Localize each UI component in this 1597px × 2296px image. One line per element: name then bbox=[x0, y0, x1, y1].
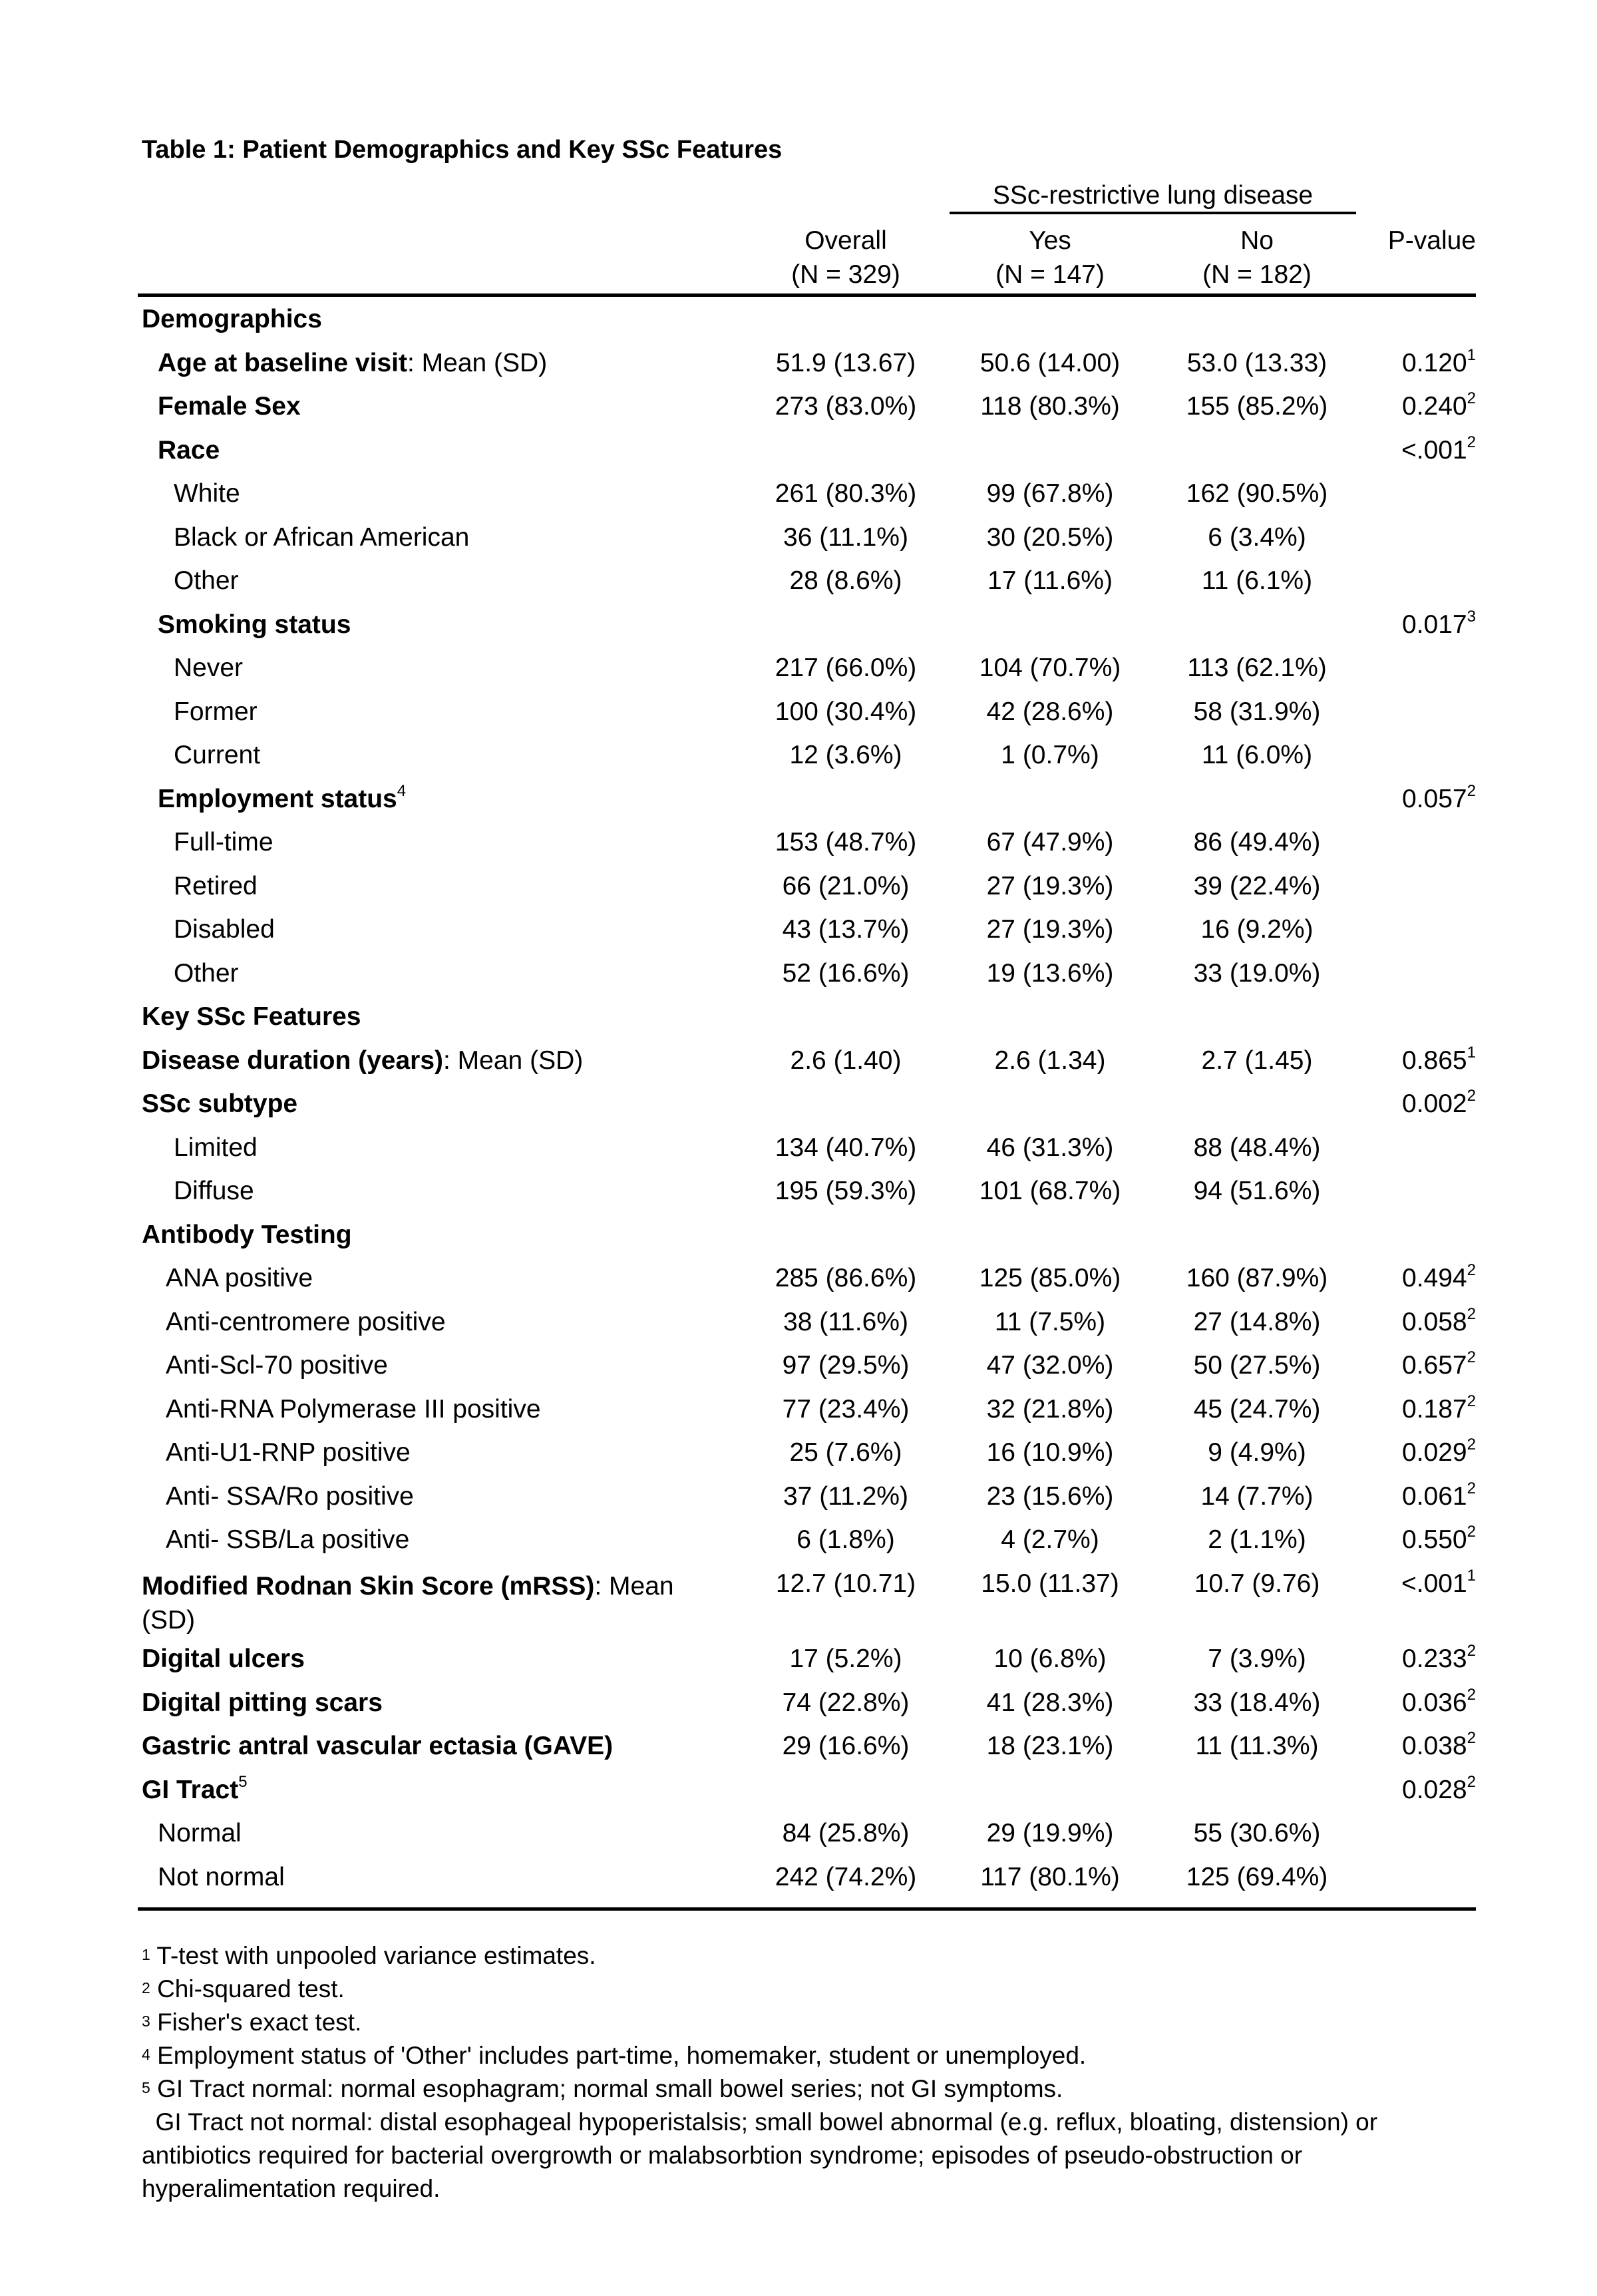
pvalue-text: 0.002 bbox=[1402, 1089, 1467, 1118]
row-label bbox=[142, 1688, 383, 1718]
row-label bbox=[174, 828, 273, 857]
row-label bbox=[158, 1819, 242, 1848]
table-row bbox=[0, 1392, 1597, 1438]
test-footnote-ref: 2 bbox=[1467, 1686, 1476, 1704]
row-label-bold: Modified Rodnan Skin Score (mRSS) bbox=[142, 1572, 595, 1601]
group-header: SSc-restrictive lung disease bbox=[992, 181, 1314, 210]
cell-no: 33 (18.4%) bbox=[1193, 1688, 1321, 1717]
table-row bbox=[0, 523, 1597, 566]
cell-yes: 29 (19.9%) bbox=[986, 1819, 1114, 1847]
cell-yes: 30 (20.5%) bbox=[986, 523, 1114, 552]
cell-overall: 38 (11.6%) bbox=[783, 1308, 908, 1336]
cell-overall: 52 (16.6%) bbox=[782, 959, 910, 988]
pvalue-text: 0.057 bbox=[1402, 785, 1467, 813]
row-label-bold: Age at baseline visit bbox=[158, 349, 407, 377]
cell-no: 9 (4.9%) bbox=[1208, 1438, 1306, 1467]
row-label-bold: Smoking status bbox=[158, 610, 351, 639]
cell-yes: 19 (13.6%) bbox=[986, 959, 1114, 988]
row-label-text: White bbox=[174, 479, 240, 508]
footnote-text: T-test with unpooled variance estimates. bbox=[150, 1942, 596, 1969]
table-row bbox=[0, 1729, 1597, 1775]
cell-no: 10.7 (9.76) bbox=[1194, 1569, 1320, 1598]
cell-yes: 46 (31.3%) bbox=[986, 1133, 1114, 1162]
footnote-number: 1 bbox=[142, 1946, 150, 1963]
row-label-bold: Race bbox=[158, 436, 220, 465]
row-label bbox=[166, 1395, 541, 1424]
row-label bbox=[166, 1351, 388, 1380]
row-label-text: Limited bbox=[174, 1133, 258, 1162]
test-footnote-ref: 2 bbox=[1467, 1729, 1476, 1747]
row-label-text: Anti-U1-RNP positive bbox=[166, 1438, 411, 1467]
row-label-text: Anti- SSA/Ro positive bbox=[166, 1482, 414, 1511]
row-label-text: ANA positive bbox=[166, 1264, 313, 1292]
test-footnote-ref: 2 bbox=[1467, 433, 1476, 451]
table-row bbox=[0, 389, 1597, 435]
table-row bbox=[0, 741, 1597, 784]
test-footnote-ref: 2 bbox=[1467, 389, 1476, 407]
row-label bbox=[158, 782, 407, 814]
cell-pvalue bbox=[1402, 1348, 1476, 1380]
row-label bbox=[142, 305, 322, 334]
cell-overall: 25 (7.6%) bbox=[789, 1438, 902, 1467]
pvalue-text: 0.494 bbox=[1402, 1264, 1467, 1292]
cell-no: 113 (62.1%) bbox=[1187, 654, 1327, 682]
footnote-text: GI Tract not normal: distal esophageal hypoperistalsis; small bowel abnormal (e.g. reflux, bloating, distension) or antibiotics required for bacterial overgrowth or malabsorbtion syndrome; episodes of pseudo-obstruction or hyperalimentation required. bbox=[142, 2108, 1378, 2202]
table-row bbox=[0, 1348, 1597, 1394]
table-row bbox=[0, 1525, 1597, 1569]
footnote bbox=[142, 2006, 1479, 2039]
table-row bbox=[0, 1177, 1597, 1220]
footnote-text: Fisher's exact test. bbox=[150, 2009, 362, 2036]
pvalue-text: 0.017 bbox=[1402, 610, 1467, 639]
test-footnote-ref: 2 bbox=[1467, 1642, 1476, 1660]
pvalue-text: 0.061 bbox=[1402, 1482, 1467, 1511]
table-row bbox=[0, 305, 1597, 348]
pvalue-text: 0.038 bbox=[1402, 1732, 1467, 1760]
test-footnote-ref: 2 bbox=[1467, 1392, 1476, 1410]
row-label bbox=[158, 610, 351, 640]
row-label-bold: Key SSc Features bbox=[142, 1002, 361, 1031]
table-row bbox=[0, 1305, 1597, 1351]
cell-yes: 15.0 (11.37) bbox=[981, 1569, 1119, 1598]
cell-yes: 117 (80.1%) bbox=[980, 1863, 1120, 1891]
row-label bbox=[174, 1133, 258, 1163]
cell-pvalue bbox=[1402, 610, 1476, 640]
row-label bbox=[142, 1046, 583, 1075]
row-label-text: Anti-centromere positive bbox=[166, 1308, 446, 1336]
row-label bbox=[166, 1482, 414, 1511]
cell-no: 50 (27.5%) bbox=[1193, 1351, 1321, 1380]
cell-no: 45 (24.7%) bbox=[1193, 1395, 1321, 1424]
column-n: (N = 329) bbox=[791, 260, 900, 289]
cell-yes: 17 (11.6%) bbox=[987, 566, 1113, 595]
cell-no: 2.7 (1.45) bbox=[1201, 1046, 1313, 1075]
cell-no: 33 (19.0%) bbox=[1193, 959, 1321, 988]
pvalue-text: 0.550 bbox=[1402, 1525, 1467, 1554]
cell-yes: 27 (19.3%) bbox=[986, 872, 1114, 900]
row-label bbox=[142, 1089, 297, 1119]
footnote-ref: 4 bbox=[397, 782, 407, 800]
test-footnote-ref: 2 bbox=[1467, 1348, 1476, 1366]
table-row bbox=[0, 479, 1597, 522]
cell-yes: 47 (32.0%) bbox=[986, 1351, 1114, 1380]
row-label-text: Other bbox=[174, 959, 239, 988]
cell-overall: 97 (29.5%) bbox=[782, 1351, 910, 1380]
cell-no: 53.0 (13.33) bbox=[1186, 349, 1328, 377]
cell-yes: 18 (23.1%) bbox=[986, 1732, 1114, 1760]
cell-pvalue bbox=[1402, 1392, 1476, 1424]
cell-overall: 195 (59.3%) bbox=[775, 1177, 917, 1205]
column-n: (N = 182) bbox=[1202, 260, 1312, 289]
row-label-text: : Mean (SD) bbox=[443, 1046, 584, 1075]
row-label bbox=[174, 566, 239, 596]
test-footnote-ref: 2 bbox=[1467, 782, 1476, 800]
cell-pvalue bbox=[1402, 1046, 1476, 1075]
table-row bbox=[0, 1089, 1597, 1133]
column-n: (N = 147) bbox=[995, 260, 1105, 289]
cell-yes: 32 (21.8%) bbox=[986, 1395, 1114, 1424]
cell-yes: 101 (68.7%) bbox=[979, 1177, 1121, 1205]
cell-no: 125 (69.4%) bbox=[1186, 1863, 1328, 1891]
footnote-number: 2 bbox=[142, 1979, 150, 1997]
cell-pvalue bbox=[1402, 1729, 1476, 1761]
table-row bbox=[0, 959, 1597, 1002]
cell-overall: 217 (66.0%) bbox=[775, 654, 917, 682]
cell-no: 160 (87.9%) bbox=[1186, 1264, 1328, 1292]
row-label-text: Diffuse bbox=[174, 1177, 254, 1205]
cell-yes: 23 (15.6%) bbox=[986, 1482, 1114, 1511]
cell-pvalue bbox=[1402, 1479, 1476, 1511]
column-label: Overall bbox=[804, 226, 887, 255]
cell-pvalue bbox=[1401, 1569, 1476, 1599]
row-label-bold: Disease duration (years) bbox=[142, 1046, 444, 1075]
footnote-text: Chi-squared test. bbox=[150, 1975, 345, 2003]
footnote bbox=[142, 2072, 1479, 2106]
cell-overall: 28 (8.6%) bbox=[789, 566, 902, 595]
row-label-bold: Antibody Testing bbox=[142, 1221, 352, 1249]
table-row bbox=[0, 1046, 1597, 1089]
cell-no: 16 (9.2%) bbox=[1200, 915, 1314, 944]
row-label-bold: Gastric antral vascular ectasia (GAVE) bbox=[142, 1732, 614, 1760]
row-label-text: Black or African American bbox=[174, 523, 470, 552]
table-row bbox=[0, 1819, 1597, 1862]
cell-overall: 6 (1.8%) bbox=[797, 1525, 895, 1554]
cell-overall: 242 (74.2%) bbox=[775, 1863, 917, 1891]
cell-pvalue bbox=[1402, 1688, 1476, 1718]
column-header-pvalue bbox=[1388, 224, 1476, 258]
column-label: P-value bbox=[1387, 226, 1476, 255]
row-label-bold: Employment status bbox=[158, 785, 397, 813]
row-label bbox=[166, 1264, 313, 1293]
cell-pvalue bbox=[1402, 1305, 1476, 1337]
pvalue-text: 0.120 bbox=[1402, 349, 1467, 377]
column-header-overall bbox=[739, 224, 952, 291]
row-label bbox=[174, 1177, 254, 1206]
cell-overall: 261 (80.3%) bbox=[775, 479, 917, 508]
pvalue-text: <.001 bbox=[1401, 1569, 1467, 1598]
test-footnote-ref: 2 bbox=[1467, 1773, 1476, 1791]
table-row bbox=[0, 1479, 1597, 1525]
pvalue-text: 0.657 bbox=[1402, 1351, 1467, 1380]
test-footnote-ref: 1 bbox=[1467, 1567, 1476, 1585]
cell-overall: 17 (5.2%) bbox=[789, 1644, 902, 1673]
row-label bbox=[142, 1644, 305, 1674]
row-label-text: Anti- SSB/La positive bbox=[166, 1525, 410, 1554]
table-title: Table 1: Patient Demographics and Key SSc Features bbox=[142, 136, 783, 164]
table-row bbox=[0, 915, 1597, 958]
cell-yes: 2.6 (1.34) bbox=[994, 1046, 1106, 1075]
row-label bbox=[158, 436, 220, 465]
row-label-text: : Mean (SD) bbox=[142, 1572, 674, 1634]
row-label bbox=[158, 1863, 285, 1892]
cell-pvalue bbox=[1402, 1089, 1476, 1119]
test-footnote-ref: 3 bbox=[1467, 608, 1476, 626]
pvalue-text: 0.028 bbox=[1402, 1776, 1467, 1804]
table-row bbox=[0, 1133, 1597, 1177]
table-row bbox=[0, 1002, 1597, 1046]
cell-overall: 100 (30.4%) bbox=[775, 697, 917, 726]
cell-yes: 10 (6.8%) bbox=[993, 1644, 1107, 1673]
pvalue-text: 0.036 bbox=[1402, 1688, 1467, 1717]
footnote-number: 4 bbox=[142, 2046, 150, 2063]
cell-overall: 36 (11.1%) bbox=[783, 523, 908, 552]
table-row bbox=[0, 654, 1597, 697]
cell-yes: 4 (2.7%) bbox=[1001, 1525, 1099, 1554]
cell-yes: 104 (70.7%) bbox=[979, 654, 1121, 682]
cell-no: 7 (3.9%) bbox=[1208, 1644, 1306, 1673]
pvalue-text: 0.029 bbox=[1402, 1438, 1467, 1467]
footnote-text: Employment status of 'Other' includes part-time, homemaker, student or unemployed. bbox=[150, 2042, 1087, 2069]
cell-yes: 125 (85.0%) bbox=[979, 1264, 1121, 1292]
row-label-text: Normal bbox=[158, 1819, 242, 1847]
row-label-text: Never bbox=[174, 654, 244, 682]
pvalue-text: 0.233 bbox=[1402, 1644, 1467, 1673]
column-label: No bbox=[1240, 226, 1274, 255]
pvalue-text: 0.240 bbox=[1402, 392, 1467, 421]
cell-overall: 12 (3.6%) bbox=[789, 741, 902, 769]
cell-overall: 77 (23.4%) bbox=[782, 1395, 910, 1424]
row-label-bold: Demographics bbox=[142, 305, 322, 333]
cell-yes: 99 (67.8%) bbox=[986, 479, 1114, 508]
group-header-rule bbox=[950, 212, 1356, 214]
cell-pvalue bbox=[1402, 782, 1476, 814]
pvalue-text: <.001 bbox=[1401, 436, 1467, 465]
table-row bbox=[0, 782, 1597, 828]
row-label bbox=[142, 1773, 248, 1805]
row-label bbox=[142, 1002, 361, 1032]
cell-overall: 134 (40.7%) bbox=[775, 1133, 917, 1162]
table-row bbox=[0, 566, 1597, 610]
table-row bbox=[0, 1863, 1597, 1906]
pvalue-text: 0.187 bbox=[1402, 1395, 1467, 1424]
cell-pvalue bbox=[1401, 433, 1476, 465]
row-label-text: Not normal bbox=[158, 1863, 285, 1891]
cell-no: 2 (1.1%) bbox=[1208, 1525, 1306, 1554]
row-label bbox=[142, 1221, 352, 1250]
row-label-text: Other bbox=[174, 566, 239, 595]
row-label-bold: Female Sex bbox=[158, 392, 301, 421]
test-footnote-ref: 2 bbox=[1467, 1435, 1476, 1453]
table-row bbox=[0, 1644, 1597, 1688]
table-row bbox=[0, 828, 1597, 871]
table-row bbox=[0, 1221, 1597, 1264]
row-label-text: Disabled bbox=[174, 915, 275, 944]
cell-no: 11 (6.0%) bbox=[1201, 741, 1313, 769]
cell-yes: 67 (47.9%) bbox=[986, 828, 1114, 857]
cell-yes: 11 (7.5%) bbox=[994, 1308, 1106, 1336]
row-label bbox=[174, 915, 275, 944]
row-label bbox=[166, 1308, 446, 1337]
row-label bbox=[174, 741, 260, 770]
bottom-rule bbox=[138, 1907, 1476, 1911]
footnote bbox=[142, 1939, 1479, 1973]
test-footnote-ref: 1 bbox=[1467, 1044, 1476, 1061]
row-label bbox=[158, 392, 301, 421]
table-row bbox=[0, 1567, 1597, 1634]
row-label bbox=[166, 1525, 409, 1555]
cell-overall: 37 (11.2%) bbox=[783, 1482, 908, 1511]
footnote-number: 3 bbox=[142, 2012, 150, 2030]
row-label-text: Anti-RNA Polymerase III positive bbox=[166, 1395, 541, 1424]
row-label-bold: GI Tract bbox=[142, 1776, 239, 1804]
cell-yes: 16 (10.9%) bbox=[986, 1438, 1114, 1467]
row-label-text: Current bbox=[174, 741, 261, 769]
cell-pvalue bbox=[1402, 1773, 1476, 1805]
row-label bbox=[174, 654, 243, 683]
test-footnote-ref: 2 bbox=[1467, 1523, 1476, 1541]
cell-overall: 273 (83.0%) bbox=[775, 392, 917, 421]
row-label-text: Full-time bbox=[174, 828, 273, 857]
cell-yes: 1 (0.7%) bbox=[1001, 741, 1099, 769]
row-label bbox=[166, 1438, 411, 1467]
test-footnote-ref: 2 bbox=[1467, 1087, 1476, 1105]
table-row bbox=[0, 1688, 1597, 1732]
footnote bbox=[142, 2106, 1479, 2205]
table-row bbox=[0, 610, 1597, 654]
table-row bbox=[0, 697, 1597, 741]
cell-yes: 41 (28.3%) bbox=[986, 1688, 1114, 1717]
row-label bbox=[142, 1732, 613, 1761]
cell-yes: 50.6 (14.00) bbox=[979, 349, 1121, 377]
cell-pvalue bbox=[1402, 1261, 1476, 1293]
cell-pvalue bbox=[1402, 1644, 1476, 1674]
row-label-bold: Digital pitting scars bbox=[142, 1688, 383, 1717]
cell-no: 6 (3.4%) bbox=[1208, 523, 1306, 552]
cell-no: 55 (30.6%) bbox=[1193, 1819, 1321, 1847]
footnotes bbox=[142, 1939, 1479, 2205]
row-label-text: : Mean (SD) bbox=[407, 349, 548, 377]
cell-pvalue bbox=[1402, 1525, 1476, 1555]
column-label: Yes bbox=[1029, 226, 1071, 255]
table-row bbox=[0, 433, 1597, 479]
cell-overall: 74 (22.8%) bbox=[782, 1688, 910, 1717]
cell-no: 94 (51.6%) bbox=[1193, 1177, 1321, 1205]
cell-no: 162 (90.5%) bbox=[1186, 479, 1328, 508]
cell-overall: 12.7 (10.71) bbox=[775, 1569, 916, 1598]
cell-overall: 66 (21.0%) bbox=[782, 872, 910, 900]
table-row bbox=[0, 872, 1597, 915]
cell-overall: 51.9 (13.67) bbox=[775, 349, 916, 377]
test-footnote-ref: 2 bbox=[1467, 1479, 1476, 1497]
cell-yes: 118 (80.3%) bbox=[980, 392, 1120, 421]
cell-overall: 84 (25.8%) bbox=[782, 1819, 910, 1847]
table-row bbox=[0, 1435, 1597, 1481]
cell-no: 58 (31.9%) bbox=[1193, 697, 1321, 726]
cell-no: 14 (7.7%) bbox=[1200, 1482, 1314, 1511]
cell-no: 88 (48.4%) bbox=[1193, 1133, 1321, 1162]
row-label-text: Anti-Scl-70 positive bbox=[166, 1351, 388, 1380]
cell-overall: 2.6 (1.40) bbox=[790, 1046, 902, 1075]
test-footnote-ref: 1 bbox=[1467, 346, 1476, 364]
footnote bbox=[142, 2039, 1479, 2072]
pvalue-text: 0.865 bbox=[1402, 1046, 1467, 1075]
footnote-number: 5 bbox=[142, 2079, 150, 2096]
table-row bbox=[0, 346, 1597, 392]
cell-no: 11 (11.3%) bbox=[1195, 1732, 1319, 1760]
cell-pvalue bbox=[1402, 1435, 1476, 1467]
test-footnote-ref: 2 bbox=[1467, 1261, 1476, 1279]
header-rule bbox=[138, 293, 1476, 297]
cell-overall: 153 (48.7%) bbox=[775, 828, 917, 857]
column-header-yes bbox=[944, 224, 1156, 291]
column-header-no bbox=[1151, 224, 1363, 291]
cell-overall: 43 (13.7%) bbox=[782, 915, 910, 944]
cell-no: 39 (22.4%) bbox=[1193, 872, 1321, 900]
test-footnote-ref: 2 bbox=[1467, 1305, 1476, 1323]
row-label-bold: Digital ulcers bbox=[142, 1644, 305, 1673]
cell-yes: 42 (28.6%) bbox=[986, 697, 1114, 726]
footnote-ref: 5 bbox=[238, 1773, 248, 1791]
row-label-text: Former bbox=[174, 697, 258, 726]
footnote-text: GI Tract normal: normal esophagram; normal small bowel series; not GI symptoms. bbox=[150, 2075, 1063, 2102]
row-label bbox=[174, 697, 258, 727]
table-row bbox=[0, 1261, 1597, 1307]
row-label bbox=[174, 872, 258, 901]
row-label-bold: SSc subtype bbox=[142, 1089, 298, 1118]
cell-no: 27 (14.8%) bbox=[1193, 1308, 1321, 1336]
cell-no: 86 (49.4%) bbox=[1193, 828, 1321, 857]
cell-pvalue bbox=[1402, 346, 1476, 378]
footnote bbox=[142, 1973, 1479, 2006]
cell-overall: 29 (16.6%) bbox=[782, 1732, 910, 1760]
cell-overall: 285 (86.6%) bbox=[775, 1264, 917, 1292]
row-label bbox=[174, 523, 469, 552]
cell-no: 155 (85.2%) bbox=[1186, 392, 1328, 421]
row-label bbox=[174, 479, 240, 508]
cell-pvalue bbox=[1402, 389, 1476, 421]
row-label bbox=[174, 959, 239, 988]
table-row bbox=[0, 1773, 1597, 1819]
pvalue-text: 0.058 bbox=[1402, 1308, 1467, 1336]
cell-yes: 27 (19.3%) bbox=[986, 915, 1114, 944]
row-label-text: Retired bbox=[174, 872, 258, 900]
row-label bbox=[142, 1569, 721, 1637]
cell-no: 11 (6.1%) bbox=[1201, 566, 1313, 595]
row-label bbox=[158, 349, 547, 378]
